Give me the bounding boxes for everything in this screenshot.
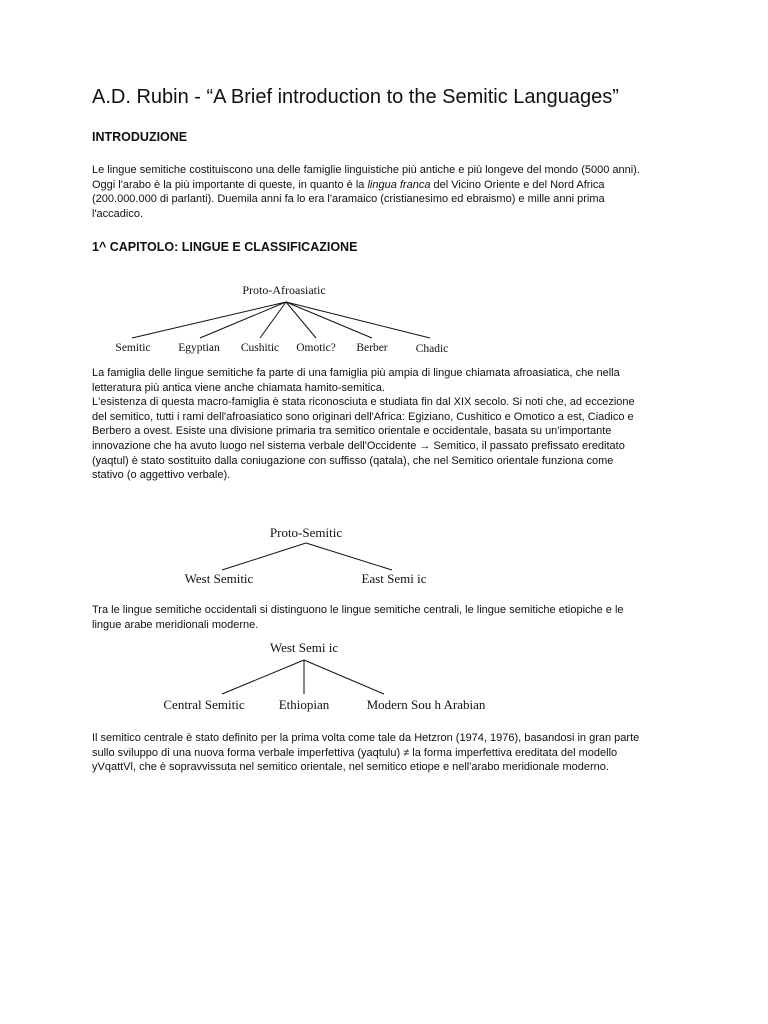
- intro-line-part: del Vicino Oriente e del Nord Africa: [430, 178, 605, 191]
- paragraph-line: Il semitico centrale è stato definito per la prima volta come tale da Hetzron (1974, 1976), basandosi in gran parte: [92, 732, 640, 744]
- tree-leaf-label: Omotic?: [296, 342, 336, 354]
- tree-leaf-label: Cushitic: [240, 342, 280, 354]
- tree-leaf-label: Berber: [356, 342, 388, 354]
- paragraph-line: yVqattVl, che è sopravvissuta nel semitico orientale, nel semitico etiope e nell'arabo meridionale moderno.: [92, 761, 609, 774]
- tree-branch: [222, 543, 306, 570]
- tree-leaf-label: East Semi ic: [361, 571, 427, 586]
- tree-branches: [222, 543, 392, 570]
- tree-branch: [132, 302, 286, 338]
- paragraph-line: La famiglia delle lingue semitiche fa parte di una famiglia più ampia di lingue chiamata afroasiatica, che nella: [92, 367, 620, 379]
- tree-branches: [222, 660, 384, 694]
- tree-root-label: Proto-Afroasiatic: [242, 283, 326, 297]
- paragraph-line: L'esistenza di questa macro-famiglia è stata riconosciuta e studiata fin dal XIX secolo. Si noti che, ad eccezione: [92, 396, 635, 409]
- tree-branches: [132, 302, 430, 338]
- paragraph-line: stativo (o aggettivo verbale).: [92, 469, 231, 482]
- tree-branch: [306, 543, 392, 570]
- tree-leaf-label: Modern Sou h Arabian: [366, 697, 486, 712]
- paragraph-line: (yaqtul) è stato sostituito dalla coniugazione con suffisso (qatala), che nel Semitico orientale funziona come: [92, 454, 614, 467]
- paragraph-line: Tra le lingue semitiche occidentali si distinguono le lingue semitiche centrali, le lingue semitiche etiopiche e le: [92, 604, 624, 616]
- tree-branch: [304, 660, 384, 694]
- west-semitic-paragraph: [92, 603, 682, 632]
- tree-root-label: West Semi ic: [269, 640, 339, 655]
- tree-branch: [286, 302, 316, 338]
- tree-leaf-label: Egyptian: [178, 342, 220, 354]
- intro-line: l'accadico.: [92, 207, 144, 220]
- paragraph-line: del semitico, tutti i rami dell'afroasiatico sono originari dell'Africa: Egiziano, Cushitico e Omotico a est, Ciadico e: [92, 410, 634, 423]
- section-heading-capitolo-1: 1^ CAPITOLO: LINGUE E CLASSIFICAZIONE: [92, 240, 358, 254]
- tree-leaf-label: West Semitic: [184, 571, 254, 586]
- proto-semitic-tree-diagram: [0, 520, 768, 590]
- intro-line: [92, 178, 682, 193]
- tree-leaf-label: Semitic: [115, 342, 151, 354]
- paragraph-line: innovazione che ha avuto luogo nel sistema verbale dell'Occidente → Semitico, il passato prefissato ereditato: [92, 439, 625, 452]
- afroasiatic-paragraph: [92, 366, 682, 483]
- intro-line-part: Oggi l'arabo è la più importante di queste, in quanto è la: [92, 178, 368, 191]
- intro-line: (200.000.000 di parlanti). Duemila anni fa lo era l'aramaico (cristianesimo ed ebraismo) e mille anni prima: [92, 193, 605, 206]
- paragraph-line: Berbero a ovest. Esiste una divisione primaria tra semitico orientale e occidentale, basata su un'importante: [92, 425, 612, 438]
- paragraph-line: letteratura più antica viene anche chiamata hamito-semitica.: [92, 381, 385, 394]
- tree-leaf-label: Central Semitic: [163, 697, 245, 712]
- tree-leaf-label: Ethiopian: [278, 697, 330, 712]
- document-title: A.D. Rubin - “A Brief introduction to the Semitic Languages”: [92, 86, 619, 108]
- lingua-franca-italic: lingua franca: [367, 178, 431, 191]
- west-semitic-tree-diagram: [0, 636, 768, 716]
- intro-paragraph: [92, 163, 682, 221]
- central-semitic-paragraph: [92, 731, 682, 775]
- intro-line: Le lingue semitiche costituiscono una delle famiglie linguistiche più antiche e più longeve del mondo (5000 anni).: [92, 164, 640, 176]
- section-heading-introduzione: INTRODUZIONE: [92, 130, 188, 144]
- tree-leaf-label: Chadic: [415, 343, 449, 355]
- paragraph-line: sullo sviluppo di una nuova forma verbale imperfettiva (yaqtulu) ≠ la forma imperfettiva ereditata del modello: [92, 746, 618, 759]
- tree-branch: [222, 660, 304, 694]
- afroasiatic-tree-diagram: [0, 278, 768, 358]
- paragraph-line: lingue arabe meridionali moderne.: [92, 618, 259, 631]
- tree-root-label: Proto-Semitic: [269, 525, 343, 540]
